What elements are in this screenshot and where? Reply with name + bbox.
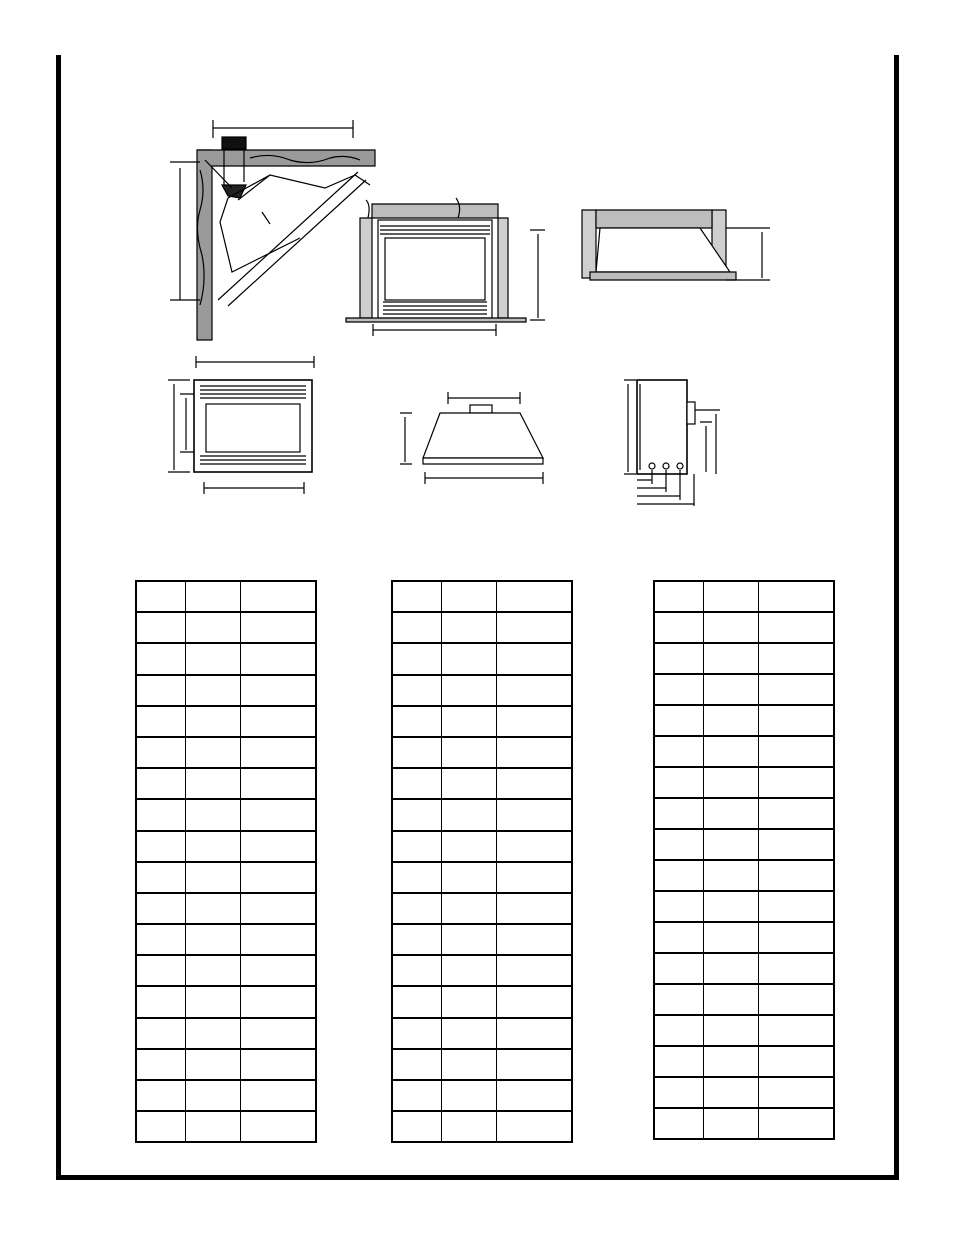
table-cell — [704, 953, 759, 984]
table-cell — [241, 955, 316, 986]
table-cell — [759, 953, 834, 984]
table-cell — [241, 1080, 316, 1111]
table-row — [136, 1111, 316, 1142]
table-cell — [654, 984, 704, 1015]
table-cell — [442, 831, 497, 862]
table-cell — [704, 674, 759, 705]
table-cell — [392, 737, 442, 768]
table-row — [392, 831, 572, 862]
table-cell — [136, 862, 186, 893]
table-cell — [392, 675, 442, 706]
table-cell — [442, 862, 497, 893]
table-cell — [186, 924, 241, 955]
table-cell — [241, 1018, 316, 1049]
table-cell — [654, 891, 704, 922]
table-row — [654, 736, 834, 767]
table-row — [136, 955, 316, 986]
table-cell — [186, 831, 241, 862]
table-cell — [136, 675, 186, 706]
table-row — [654, 1015, 834, 1046]
table-cell — [497, 581, 572, 612]
table-cell — [704, 798, 759, 829]
table-cell — [704, 922, 759, 953]
table-cell — [136, 955, 186, 986]
table-row — [136, 893, 316, 924]
table-cell — [186, 675, 241, 706]
table-cell — [241, 675, 316, 706]
table-cell — [442, 1111, 497, 1142]
table-cell — [392, 612, 442, 643]
table-cell — [497, 643, 572, 674]
table-cell — [759, 705, 834, 736]
table-row — [392, 1111, 572, 1142]
table-row — [392, 737, 572, 768]
table-cell — [241, 924, 316, 955]
table-cell — [654, 736, 704, 767]
table-row — [654, 612, 834, 643]
table-cell — [704, 984, 759, 1015]
table-cell — [186, 706, 241, 737]
table-cell — [759, 860, 834, 891]
table-cell — [136, 924, 186, 955]
table-cell — [759, 922, 834, 953]
table-cell — [392, 924, 442, 955]
table-cell — [497, 706, 572, 737]
table-cell — [759, 829, 834, 860]
table-cell — [186, 1049, 241, 1080]
table-row — [136, 924, 316, 955]
top-view-drawing — [400, 392, 543, 484]
table-row — [392, 675, 572, 706]
table-cell — [704, 767, 759, 798]
table-cell — [654, 1015, 704, 1046]
table-row — [654, 922, 834, 953]
table-cell — [759, 1108, 834, 1139]
table-cell — [392, 768, 442, 799]
table-cell — [654, 860, 704, 891]
table-row — [654, 798, 834, 829]
table-row — [392, 643, 572, 674]
table-cell — [392, 1018, 442, 1049]
table-cell — [497, 893, 572, 924]
table-row — [392, 986, 572, 1017]
table-row — [392, 1018, 572, 1049]
table-row — [654, 891, 834, 922]
table-row — [392, 799, 572, 830]
table-cell — [392, 1111, 442, 1142]
table-cell — [654, 581, 704, 612]
table-cell — [442, 1080, 497, 1111]
table-cell — [759, 643, 834, 674]
table-cell — [759, 1015, 834, 1046]
table-row — [654, 860, 834, 891]
table-row — [392, 612, 572, 643]
table-row — [392, 1049, 572, 1080]
table-row — [136, 1049, 316, 1080]
table-cell — [497, 955, 572, 986]
table-cell — [442, 893, 497, 924]
table-cell — [186, 955, 241, 986]
table-cell — [442, 1018, 497, 1049]
table-row — [136, 706, 316, 737]
table-cell — [759, 674, 834, 705]
table-row — [136, 799, 316, 830]
table-cell — [442, 675, 497, 706]
table-cell — [241, 799, 316, 830]
table-cell — [241, 768, 316, 799]
table-cell — [392, 581, 442, 612]
table-row — [136, 612, 316, 643]
table-cell — [654, 612, 704, 643]
table-cell — [497, 612, 572, 643]
table-row — [654, 1046, 834, 1077]
table-row — [136, 862, 316, 893]
table-row — [654, 1077, 834, 1108]
table-cell — [392, 986, 442, 1017]
table-row — [654, 767, 834, 798]
table-cell — [241, 862, 316, 893]
table-cell — [759, 1077, 834, 1108]
table-cell — [654, 798, 704, 829]
table-row — [654, 674, 834, 705]
table-row — [136, 1018, 316, 1049]
table-cell — [704, 1108, 759, 1139]
table-cell — [497, 1080, 572, 1111]
table-cell — [186, 893, 241, 924]
table-cell — [654, 1046, 704, 1077]
table-cell — [442, 706, 497, 737]
table-cell — [704, 829, 759, 860]
table-cell — [392, 893, 442, 924]
table-cell — [241, 893, 316, 924]
table-row — [136, 768, 316, 799]
table-cell — [136, 612, 186, 643]
table-cell — [704, 736, 759, 767]
table-cell — [186, 862, 241, 893]
table-row — [136, 986, 316, 1017]
table-cell — [392, 955, 442, 986]
table-cell — [759, 581, 834, 612]
table-cell — [241, 643, 316, 674]
table-cell — [136, 581, 186, 612]
table-cell — [186, 643, 241, 674]
table-cell — [759, 736, 834, 767]
table-cell — [759, 612, 834, 643]
table-cell — [654, 705, 704, 736]
table-cell — [392, 1080, 442, 1111]
side-view-drawing — [624, 380, 720, 506]
table-row — [654, 984, 834, 1015]
table-cell — [136, 643, 186, 674]
table-cell — [241, 581, 316, 612]
table-row — [136, 581, 316, 612]
table-cell — [654, 767, 704, 798]
table-cell — [392, 643, 442, 674]
table-row — [136, 737, 316, 768]
table-cell — [136, 1049, 186, 1080]
table-cell — [654, 953, 704, 984]
table-cell — [654, 1108, 704, 1139]
dimension-table-1 — [135, 580, 317, 1143]
table-cell — [497, 737, 572, 768]
table-cell — [497, 986, 572, 1017]
table-cell — [497, 831, 572, 862]
table-cell — [392, 799, 442, 830]
table-cell — [136, 737, 186, 768]
table-cell — [241, 986, 316, 1017]
table-cell — [654, 643, 704, 674]
table-cell — [497, 862, 572, 893]
table-row — [654, 705, 834, 736]
front-framing-drawing — [346, 198, 545, 336]
table-cell — [704, 1015, 759, 1046]
table-cell — [759, 767, 834, 798]
table-cell — [704, 1077, 759, 1108]
table-cell — [186, 1080, 241, 1111]
table-cell — [442, 768, 497, 799]
table-cell — [136, 986, 186, 1017]
table-row — [392, 893, 572, 924]
table-cell — [704, 581, 759, 612]
table-cell — [186, 1018, 241, 1049]
table-cell — [442, 955, 497, 986]
table-cell — [759, 891, 834, 922]
table-row — [654, 1108, 834, 1139]
table-cell — [704, 891, 759, 922]
table-cell — [442, 612, 497, 643]
table-cell — [704, 612, 759, 643]
table-cell — [442, 737, 497, 768]
table-row — [392, 706, 572, 737]
table-cell — [392, 831, 442, 862]
table-cell — [497, 924, 572, 955]
table-cell — [497, 675, 572, 706]
table-cell — [704, 1046, 759, 1077]
table-row — [136, 643, 316, 674]
table-row — [392, 581, 572, 612]
table-cell — [186, 799, 241, 830]
table-row — [392, 1080, 572, 1111]
table-cell — [442, 1049, 497, 1080]
table-cell — [442, 643, 497, 674]
table-cell — [704, 860, 759, 891]
table-cell — [759, 798, 834, 829]
table-cell — [654, 674, 704, 705]
dimension-table-2 — [391, 580, 573, 1143]
table-row — [654, 829, 834, 860]
table-row — [654, 953, 834, 984]
table-cell — [497, 799, 572, 830]
table-cell — [241, 612, 316, 643]
table-cell — [654, 1077, 704, 1108]
table-row — [136, 831, 316, 862]
table-cell — [704, 705, 759, 736]
table-row — [654, 581, 834, 612]
table-row — [392, 768, 572, 799]
table-cell — [186, 1111, 241, 1142]
table-cell — [136, 831, 186, 862]
table-cell — [759, 984, 834, 1015]
table-cell — [759, 1046, 834, 1077]
table-cell — [241, 737, 316, 768]
table-cell — [442, 924, 497, 955]
table-cell — [654, 829, 704, 860]
table-row — [136, 1080, 316, 1111]
top-framing-drawing — [582, 210, 770, 280]
table-row — [392, 862, 572, 893]
table-cell — [442, 799, 497, 830]
table-cell — [136, 768, 186, 799]
table-row — [392, 955, 572, 986]
corner-installation-drawing — [170, 120, 375, 340]
table-cell — [186, 737, 241, 768]
table-cell — [186, 986, 241, 1017]
table-cell — [392, 706, 442, 737]
table-cell — [654, 922, 704, 953]
table-cell — [392, 1049, 442, 1080]
dimension-table-3 — [653, 580, 835, 1140]
table-cell — [241, 706, 316, 737]
front-view-drawing — [168, 356, 314, 494]
table-cell — [186, 768, 241, 799]
table-cell — [704, 643, 759, 674]
table-cell — [442, 581, 497, 612]
table-cell — [136, 1111, 186, 1142]
table-cell — [497, 1018, 572, 1049]
table-cell — [241, 831, 316, 862]
table-cell — [186, 612, 241, 643]
table-row — [392, 924, 572, 955]
table-cell — [497, 1049, 572, 1080]
table-cell — [136, 799, 186, 830]
table-row — [654, 643, 834, 674]
table-cell — [497, 768, 572, 799]
table-cell — [241, 1049, 316, 1080]
table-cell — [392, 862, 442, 893]
table-cell — [241, 1111, 316, 1142]
table-cell — [442, 986, 497, 1017]
table-cell — [186, 581, 241, 612]
table-row — [136, 675, 316, 706]
table-cell — [136, 1080, 186, 1111]
table-cell — [136, 893, 186, 924]
table-cell — [136, 706, 186, 737]
table-cell — [136, 1018, 186, 1049]
table-cell — [497, 1111, 572, 1142]
